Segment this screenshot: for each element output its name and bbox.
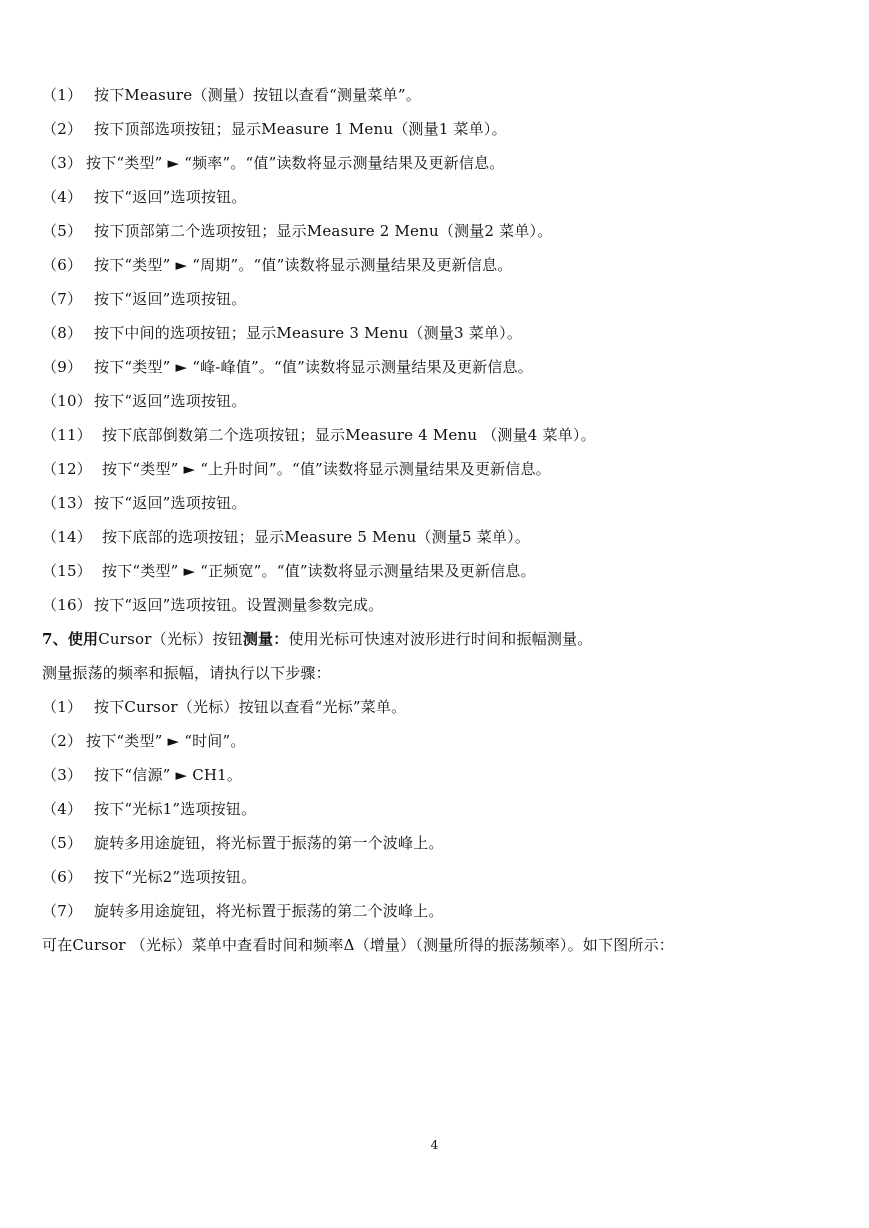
step-number: （1） <box>42 86 83 104</box>
document-body <box>42 82 842 966</box>
measure-step <box>42 388 842 422</box>
section-title-cursor: Cursor（光标）按钮 <box>98 630 243 648</box>
step-number: （6） <box>42 256 83 274</box>
section-description: 使用光标可快速对波形进行时间和振幅测量。 <box>288 630 593 648</box>
closing-text: 可在Cursor （光标）菜单中查看时间和频率Δ（增量）（测量所得的振荡频率）。如下图所示： <box>42 936 675 954</box>
step-number: （4） <box>42 188 83 206</box>
step-text: 按下“光标1”选项按钮。 <box>94 800 257 818</box>
step-number: （4） <box>42 800 83 818</box>
step-text: 按下“返回”选项按钮。设置测量参数完成。 <box>94 596 384 614</box>
cursor-step <box>42 796 842 830</box>
step-number: （3） <box>42 154 83 172</box>
step-text: 按下顶部第二个选项按钮；显示Measure 2 Menu（测量2 菜单）。 <box>94 222 553 240</box>
measure-step <box>42 524 842 558</box>
step-number: （2） <box>42 732 83 750</box>
step-text: 旋转多用途旋钮，将光标置于振荡的第一个波峰上。 <box>94 834 444 852</box>
measure-step <box>42 320 842 354</box>
measure-step <box>42 354 842 388</box>
step-text: 按下“返回”选项按钮。 <box>94 188 247 206</box>
step-text: 按下“类型” ► “频率”。“值”读数将显示测量结果及更新信息。 <box>86 154 505 172</box>
step-text: 按下底部倒数第二个选项按钮；显示Measure 4 Menu （测量4 菜单）。 <box>102 426 596 444</box>
cursor-step <box>42 898 842 932</box>
step-number: （12） <box>42 460 92 478</box>
step-number: （7） <box>42 290 83 308</box>
step-text: 按下“类型” ► “周期”。“值”读数将显示测量结果及更新信息。 <box>94 256 513 274</box>
step-number: （15） <box>42 562 92 580</box>
step-number: （14） <box>42 528 92 546</box>
step-text: 按下“返回”选项按钮。 <box>94 290 247 308</box>
measure-step <box>42 82 842 116</box>
step-text: 按下“返回”选项按钮。 <box>94 494 247 512</box>
step-number: （3） <box>42 766 83 784</box>
measure-step <box>42 490 842 524</box>
cursor-step <box>42 830 842 864</box>
section-title-bold: 使用 <box>67 630 99 648</box>
measure-step <box>42 286 842 320</box>
measure-step <box>42 150 842 184</box>
step-text: 按下Cursor（光标）按钮以查看“光标”菜单。 <box>94 698 407 716</box>
step-number: （10） <box>42 392 92 410</box>
step-number: （7） <box>42 902 83 920</box>
step-text: 按下“类型” ► “上升时间”。“值”读数将显示测量结果及更新信息。 <box>102 460 551 478</box>
section-heading <box>42 626 842 660</box>
measure-step <box>42 422 842 456</box>
step-text: 按下“类型” ► “峰-峰值”。“值”读数将显示测量结果及更新信息。 <box>94 358 533 376</box>
step-text: 按下“光标2”选项按钮。 <box>94 868 257 886</box>
measure-step <box>42 252 842 286</box>
step-text: 按下中间的选项按钮；显示Measure 3 Menu（测量3 菜单）。 <box>94 324 523 342</box>
step-text: 按下底部的选项按钮；显示Measure 5 Menu（测量5 菜单）。 <box>102 528 531 546</box>
step-number: （13） <box>42 494 92 512</box>
step-number: （6） <box>42 868 83 886</box>
measure-step <box>42 558 842 592</box>
measure-step <box>42 456 842 490</box>
cursor-step <box>42 762 842 796</box>
step-number: （16） <box>42 596 92 614</box>
step-text: 按下“返回”选项按钮。 <box>94 392 247 410</box>
step-text: 按下“信源” ► CH1。 <box>94 766 243 784</box>
section-number: 7、 <box>42 630 68 648</box>
page-number: 4 <box>430 1138 439 1152</box>
intro-text: 测量振荡的频率和振幅，请执行以下步骤： <box>42 664 331 682</box>
step-number: （5） <box>42 834 83 852</box>
step-number: （11） <box>42 426 92 444</box>
cursor-step <box>42 694 842 728</box>
step-number: （5） <box>42 222 83 240</box>
cursor-step <box>42 864 842 898</box>
step-number: （9） <box>42 358 83 376</box>
step-text: 按下“类型” ► “时间”。 <box>86 732 246 750</box>
step-text: 按下顶部选项按钮；显示Measure 1 Menu（测量1 菜单）。 <box>94 120 507 138</box>
measure-step <box>42 592 842 626</box>
measure-step <box>42 184 842 218</box>
measure-step <box>42 218 842 252</box>
step-number: （1） <box>42 698 83 716</box>
measure-step <box>42 116 842 150</box>
step-text: 按下Measure（测量）按钮以查看“测量菜单”。 <box>94 86 421 104</box>
step-number: （8） <box>42 324 83 342</box>
step-number: （2） <box>42 120 83 138</box>
step-text: 按下“类型” ► “正频宽”。“值”读数将显示测量结果及更新信息。 <box>102 562 536 580</box>
cursor-step <box>42 728 842 762</box>
section-title-bold-measure: 测量： <box>242 630 289 648</box>
step-text: 旋转多用途旋钮，将光标置于振荡的第二个波峰上。 <box>94 902 444 920</box>
